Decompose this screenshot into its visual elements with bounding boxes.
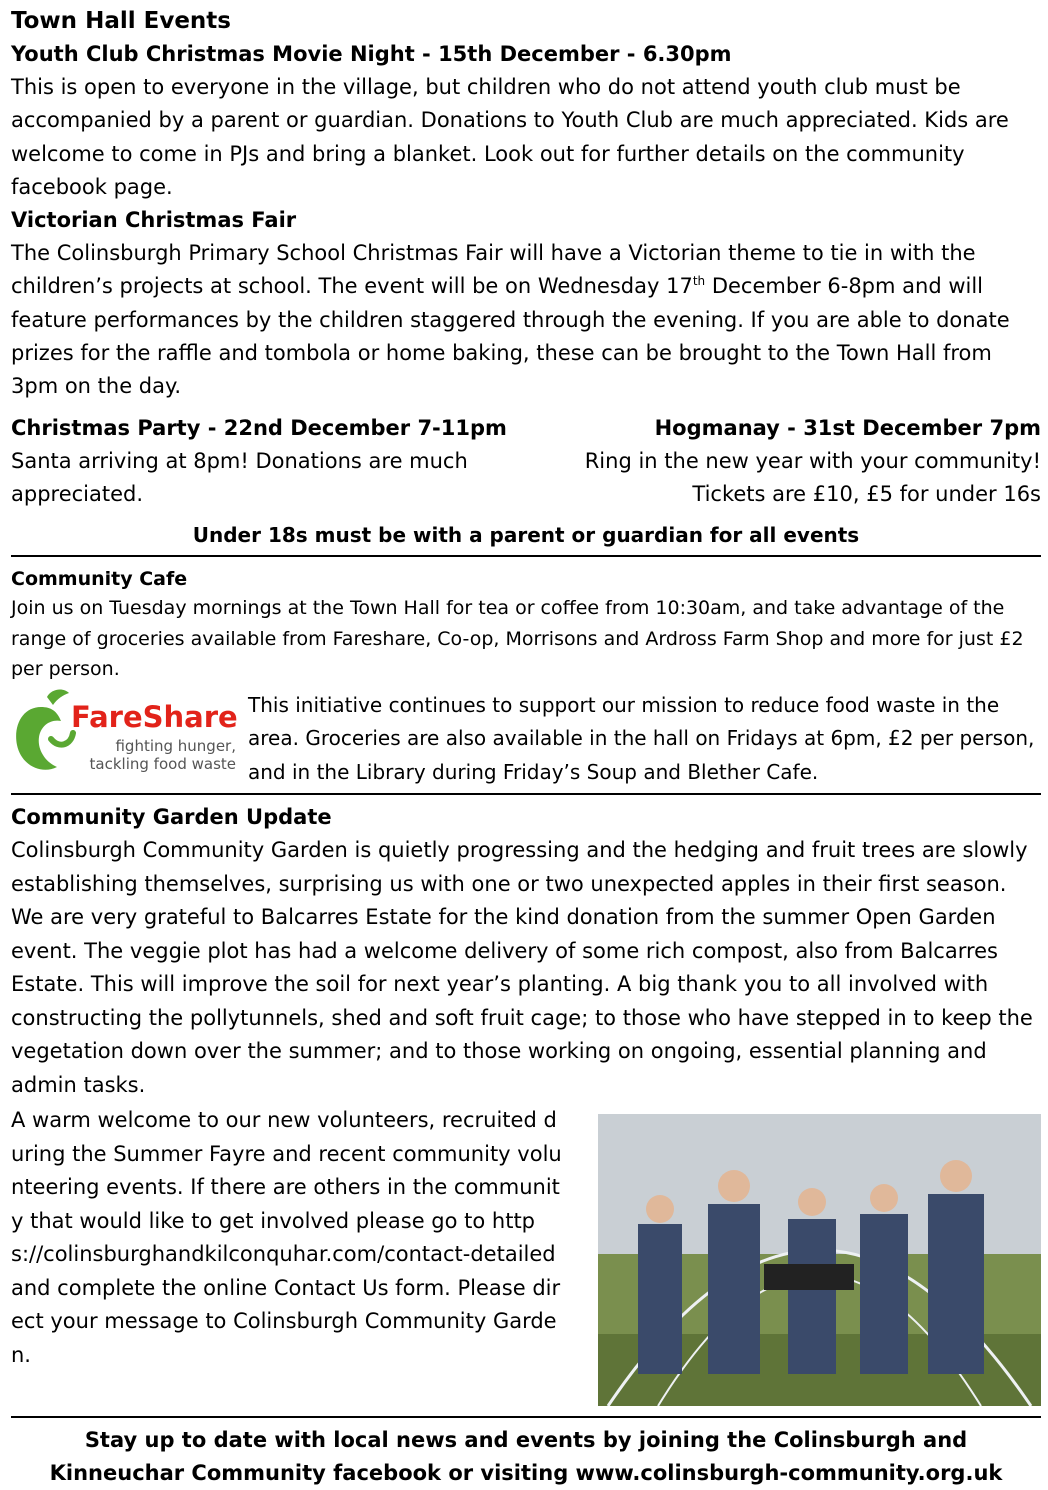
divider-1 (11, 555, 1041, 557)
cafe-body: Join us on Tuesday mornings at the Town Hall for tea or coffee from 10:30am, and take advantage of the range of groceries available from Fareshare, Co-op, Morrisons and Ardross Farm Shop and more for just £2 per person. (11, 597, 1024, 681)
fareshare-body: This initiative continues to support our mission to reduce food waste in the area. Groceries are also available in the hall on Fridays at 6pm, £2 per person, and in the Library during Friday’s Soup and Blether Cafe. (248, 692, 1035, 784)
fair-date-suffix: th (692, 274, 706, 289)
fair-title: Victorian Christmas Fair (11, 208, 297, 233)
newsletter-page (11, 0, 1041, 1490)
movie-night-body: This is open to everyone in the village, but children who do not attend youth club must be accompanied by a parent or guardian. Donations to Youth Club are much appreciated. Kids are welcome to come in PJs and bring a blanket. Look out for further details on the community facebook page. (11, 75, 1009, 199)
footer-line-2: Kinneuchar Community facebook or visiting www.colinsburgh-community.org.uk (49, 1461, 1003, 1486)
polytunnel-photo-image (598, 1114, 1041, 1406)
divider-3 (11, 1416, 1041, 1418)
hogmanay-title: Hogmanay - 31st December 7pm (654, 415, 1041, 440)
fareshare-tagline-1: fighting hunger, (115, 736, 236, 755)
volunteer-body: A warm welcome to our new volunteers, recruited during the Summer Fayre and recent community volunteering events. If there are others in the community that would like to get involved please go to https://colinsburghandkilconquhar.com/contact-detailed and complete the online Contact Us form. Please direct your message to Colinsburgh Community Garden. (11, 1108, 562, 1367)
movie-night-title: Youth Club Christmas Movie Night - 15th December - 6.30pm (11, 42, 732, 66)
party-column (11, 412, 516, 512)
fareshare-tagline-2: tackling food waste (89, 754, 236, 773)
under18-notice: Under 18s must be with a parent or guardian for all events (192, 523, 860, 548)
fareshare-row (11, 689, 1041, 790)
garden-body: Colinsburgh Community Garden is quietly progressing and the hedging and fruit trees are slowly establishing themselves, surprising us with one or two unexpected apples in their first season. We are very grateful to Balcarres Estate for the kind donation from the summer Open Garden event. The veggie plot has had a welcome delivery of some rich compost, also from Balcarres Estate. This will improve the soil for next year’s planting. A big thank you to all involved with constructing the pollytunnels, shed and soft fruit cage; to those who have stepped in to keep the vegetation down over the summer; and to those working on ongoing, essential planning and admin tasks. (11, 838, 1033, 1097)
garden-title: Community Garden Update (11, 805, 332, 830)
divider-2 (11, 793, 1041, 795)
party-body: Santa arriving at 8pm! Donations are much appreciated. (11, 448, 468, 506)
hogmanay-body-2: Tickets are £10, £5 for under 16s (692, 481, 1041, 506)
cafe-title: Community Cafe (11, 568, 188, 591)
fair-body: The Colinsburgh Primary School Christmas Fair will have a Victorian theme to tie in with the children’s projects at school. The event will be on Wednesday 17th December 6-8pm and will feature performances by the children staggered through the evening. If you are able to donate prizes for the raffle and tombola or home baking, these can be brought to the Town Hall from 3pm on the day. (11, 241, 1010, 399)
fareshare-logo (11, 689, 236, 779)
footer-line-1: Stay up to date with local news and events by joining the Colinsburgh and (84, 1428, 968, 1453)
party-title: Christmas Party - 22nd December 7-11pm (11, 415, 507, 440)
fareshare-logo-text: FareShare (71, 699, 238, 734)
town-hall-title: Town Hall Events (11, 8, 231, 34)
volunteer-row (11, 1104, 1041, 1406)
party-hogmanay-columns (11, 412, 1041, 512)
volunteers-photo (598, 1114, 1041, 1406)
hogmanay-body-1: Ring in the new year with your community! (584, 448, 1041, 473)
hogmanay-column (541, 412, 1041, 512)
